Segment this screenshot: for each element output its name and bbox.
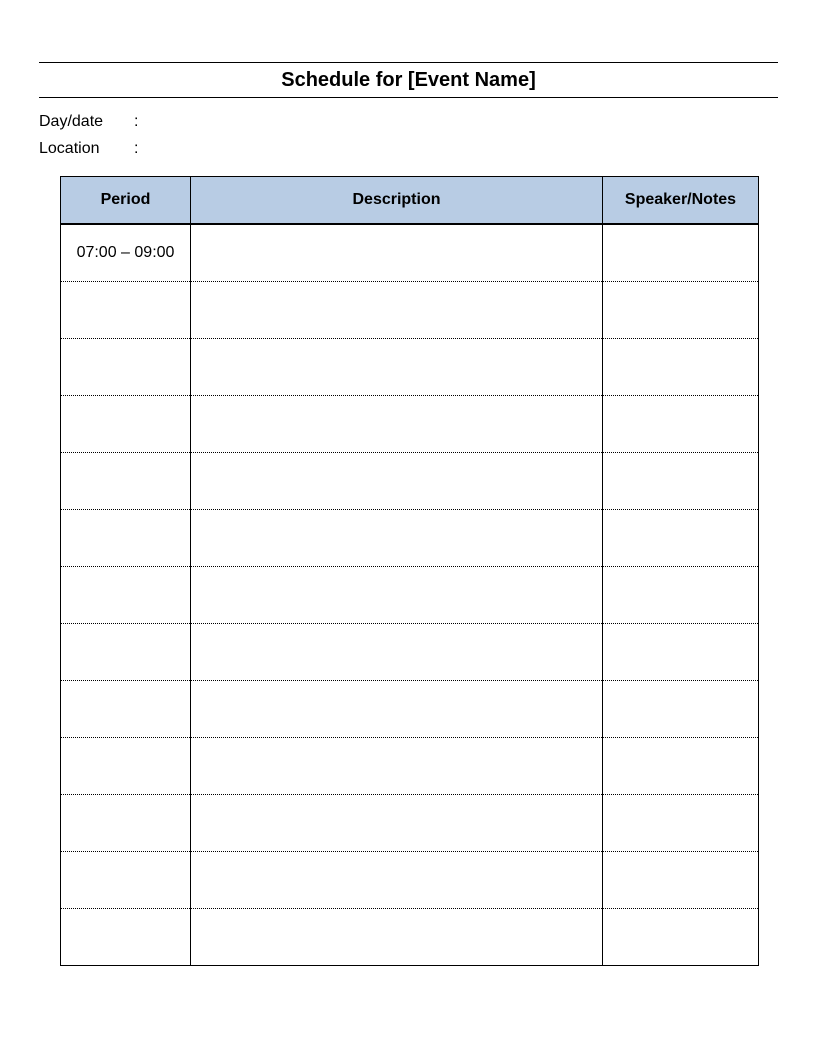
period-cell[interactable] — [61, 624, 191, 681]
speaker-notes-cell[interactable] — [603, 396, 759, 453]
speaker-notes-cell[interactable] — [603, 909, 759, 966]
table-header-row — [61, 177, 759, 225]
table-row — [61, 567, 759, 624]
description-cell[interactable] — [191, 567, 603, 624]
location-label: Location — [39, 140, 100, 157]
speaker-notes-cell[interactable] — [603, 567, 759, 624]
document-title: Schedule for [Event Name] — [281, 69, 536, 91]
period-cell[interactable] — [61, 852, 191, 909]
description-cell[interactable] — [191, 453, 603, 510]
description-cell[interactable] — [191, 282, 603, 339]
period-cell[interactable] — [61, 453, 191, 510]
day-date-field — [39, 112, 144, 132]
speaker-notes-cell[interactable] — [603, 224, 759, 282]
description-cell[interactable] — [191, 738, 603, 795]
period-cell[interactable] — [61, 738, 191, 795]
speaker-notes-cell[interactable] — [603, 681, 759, 738]
period-cell[interactable] — [61, 567, 191, 624]
table-row — [61, 738, 759, 795]
day-date-label: Day/date — [39, 113, 104, 130]
description-cell[interactable] — [191, 224, 603, 282]
period-cell[interactable] — [61, 339, 191, 396]
speaker-notes-cell[interactable] — [603, 795, 759, 852]
table-row — [61, 510, 759, 567]
period-cell[interactable] — [61, 795, 191, 852]
period-cell[interactable] — [61, 396, 191, 453]
period-cell[interactable]: 07:00 – 09:00 — [61, 224, 191, 282]
period-cell[interactable] — [61, 282, 191, 339]
description-cell[interactable] — [191, 624, 603, 681]
column-header-period: Period — [61, 177, 191, 225]
column-header-description: Description — [191, 177, 603, 225]
table-row — [61, 453, 759, 510]
speaker-notes-cell[interactable] — [603, 852, 759, 909]
description-cell[interactable] — [191, 852, 603, 909]
speaker-notes-cell[interactable] — [603, 453, 759, 510]
table-row — [61, 339, 759, 396]
table-row — [61, 909, 759, 966]
speaker-notes-cell[interactable] — [603, 510, 759, 567]
table-row — [61, 795, 759, 852]
speaker-notes-cell[interactable] — [603, 339, 759, 396]
description-cell[interactable] — [191, 681, 603, 738]
period-cell[interactable] — [61, 510, 191, 567]
title-rule-bottom — [39, 97, 778, 98]
location-separator: : — [134, 140, 139, 157]
schedule-table-body — [61, 224, 759, 966]
table-row — [61, 624, 759, 681]
description-cell[interactable] — [191, 909, 603, 966]
table-row — [61, 396, 759, 453]
table-row — [61, 282, 759, 339]
schedule-table — [60, 176, 759, 966]
description-cell[interactable] — [191, 339, 603, 396]
period-cell[interactable] — [61, 909, 191, 966]
speaker-notes-cell[interactable] — [603, 624, 759, 681]
speaker-notes-cell[interactable] — [603, 282, 759, 339]
description-cell[interactable] — [191, 510, 603, 567]
table-row — [61, 681, 759, 738]
title-rule-top — [39, 62, 778, 63]
day-date-separator: : — [134, 113, 139, 130]
period-cell[interactable] — [61, 681, 191, 738]
table-row — [61, 224, 759, 282]
speaker-notes-cell[interactable] — [603, 738, 759, 795]
description-cell[interactable] — [191, 795, 603, 852]
table-row — [61, 852, 759, 909]
column-header-speaker-notes: Speaker/Notes — [603, 177, 759, 225]
location-field — [39, 139, 144, 159]
description-cell[interactable] — [191, 396, 603, 453]
